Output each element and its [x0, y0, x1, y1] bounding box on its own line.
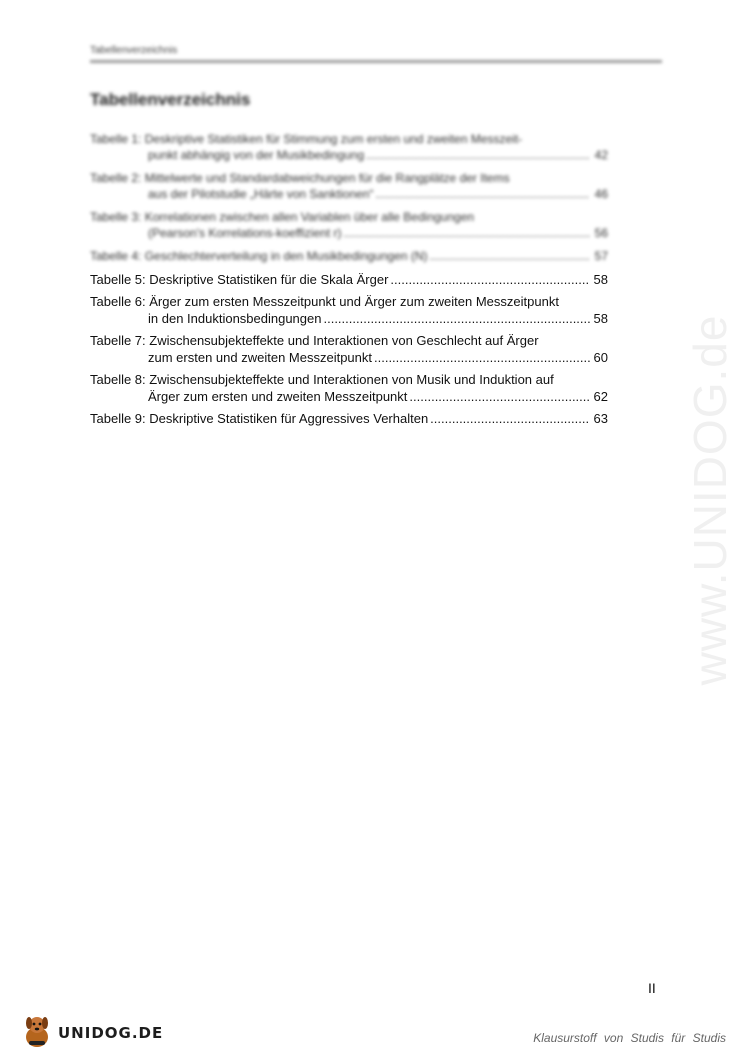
toc-page-number: 62 [593, 389, 608, 404]
running-header: Tabellenverzeichnis [90, 45, 662, 63]
toc-entry-text: Tabelle 6: Ärger zum ersten Messzeitpunkt und Ärger zum zweiten Messzeitpunkt [90, 294, 559, 309]
toc-page-number: 60 [593, 350, 608, 365]
leader-dots [430, 410, 590, 427]
toc-entry-7[interactable] [90, 332, 608, 366]
toc-entry-text: Tabelle 1: Deskriptive Statistiken für Stimmung zum ersten und zweiten Messzeit- [90, 132, 523, 146]
toc-page-number: 56 [594, 226, 608, 240]
toc-entry-text: Tabelle 7: Zwischensubjekteffekte und Interaktionen von Geschlecht auf Ärger [90, 333, 539, 348]
footer-slogan: Klausurstoff von Studis für Studis [533, 1031, 726, 1045]
toc-entry-text: in den Induktionsbedingungen [148, 311, 322, 326]
page-number: II [648, 980, 656, 996]
toc-entry-text: aus der Pilotstudie „Härte von Sanktionen“ [148, 187, 374, 201]
leader-dots [343, 225, 590, 241]
leader-dots [323, 310, 590, 327]
toc-entry-text: (Pearson's Korrelations-koeffizient r) [148, 226, 342, 240]
toc-page-number: 42 [594, 148, 608, 162]
toc-title: Tabellenverzeichnis [90, 90, 251, 109]
watermark: www.UNIDOG.de [684, 314, 736, 686]
toc-page-number: 57 [594, 249, 608, 263]
toc-page-number: 58 [593, 272, 608, 287]
toc-entry-text: Tabelle 8: Zwischensubjekteffekte und Interaktionen von Musik und Induktion auf [90, 372, 554, 387]
toc-page-number: 63 [593, 411, 608, 426]
logo-text: UNIDOG.DE [58, 1024, 164, 1042]
leader-dots [375, 186, 590, 202]
toc-entry-6[interactable] [90, 293, 608, 327]
toc-page-number: 46 [594, 187, 608, 201]
toc-entry-text: Tabelle 4: Geschlechterverteilung in den Musikbedingungen (N) [90, 249, 428, 263]
table-of-tables [90, 131, 608, 432]
toc-entry-text: Tabelle 9: Deskriptive Statistiken für Aggressives Verhalten [90, 411, 429, 426]
toc-entry-5[interactable] [90, 271, 608, 288]
toc-entry-text: punkt abhängig von der Musikbedingung [148, 148, 365, 162]
toc-entry-text: Tabelle 3: Korrelationen zwischen allen Variablen über alle Bedingungen [90, 210, 475, 224]
toc-page-number: 58 [593, 311, 608, 326]
leader-dots [430, 248, 590, 264]
toc-entry-2[interactable] [90, 170, 608, 202]
leader-dots [409, 388, 590, 405]
toc-entry-text: Tabelle 5: Deskriptive Statistiken für die Skala Ärger [90, 272, 389, 287]
leader-dots [374, 349, 590, 366]
toc-entry-text: Tabelle 2: Mittelwerte und Standardabweichungen für die Rangplätze der Items [90, 171, 510, 185]
toc-entry-3[interactable] [90, 209, 608, 241]
leader-dots [390, 271, 590, 288]
toc-entry-9[interactable] [90, 410, 608, 427]
toc-entry-text: zum ersten und zweiten Messzeitpunkt [148, 350, 372, 365]
dog-icon [20, 1013, 54, 1054]
unidog-logo[interactable] [20, 1014, 163, 1052]
toc-entry-1[interactable] [90, 131, 608, 163]
leader-dots [366, 147, 590, 163]
toc-entry-4[interactable] [90, 248, 608, 264]
toc-entry-text: Ärger zum ersten und zweiten Messzeitpunkt [148, 389, 408, 404]
toc-entry-8[interactable] [90, 371, 608, 405]
